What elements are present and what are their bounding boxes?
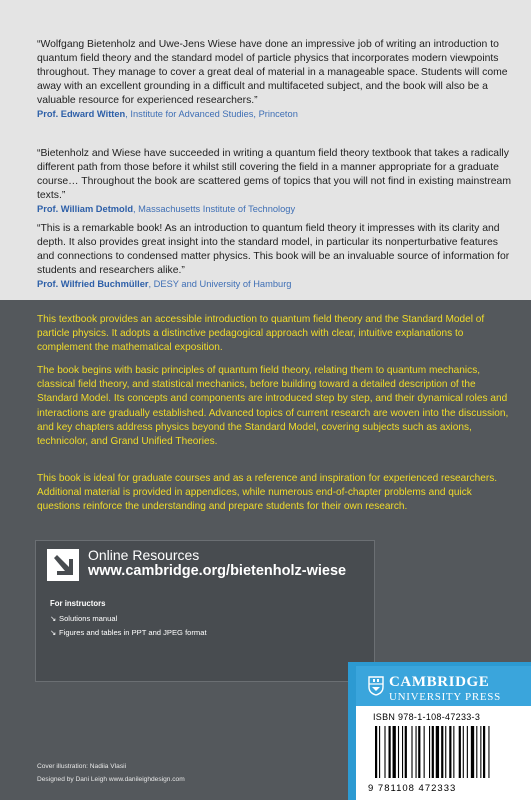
endorsements-panel: [0, 0, 531, 300]
resource-item: [50, 614, 117, 623]
quote-text: “This is a remarkable book! As an introduction to quantum field theory it impresses with its clarity and depth. It also provides great insight into the standard model, in particular its nonperturbative features and connections to condensed matter physics. This book will be an invaluable source of information for students and researchers alike.”: [37, 223, 510, 276]
endorser-name: Prof. William Detmold: [37, 204, 133, 214]
cambridge-logo: [356, 666, 531, 800]
endorsement-quote: [37, 222, 515, 291]
quote-attribution: [37, 278, 515, 291]
quote-attribution: [37, 203, 515, 216]
endorser-affiliation: , Institute for Advanced Studies, Princeton: [125, 109, 298, 119]
design-credit: Designed by Dani Leigh www.danileighdesign.com: [37, 776, 185, 783]
barcode-digits: 9 781108 472333: [368, 783, 457, 794]
online-resources-box: [35, 540, 375, 682]
endorser-name: Prof. Wilfried Buchmüller: [37, 279, 149, 289]
blurb-paragraph: This textbook provides an accessible introduction to quantum field theory and the Standard Model of particle physics. It adopts a distinctive pedagogical approach with clear, intuitive explanations to complement the mathematical exposition.: [37, 314, 485, 354]
endorsement-quote: [37, 38, 515, 121]
cover-illustration-credit: Cover illustration: Nadiia Vlasii: [37, 763, 127, 770]
online-resources-url[interactable]: www.cambridge.org/bietenholz-wiese: [88, 563, 347, 579]
endorser-name: Prof. Edward Witten: [37, 109, 126, 119]
resource-item-label: Solutions manual: [59, 614, 118, 623]
endorser-affiliation: , Massachusetts Institute of Technology: [133, 204, 296, 214]
blurb-paragraph: This book is ideal for graduate courses and as a reference and inspiration for experienced researchers. Additional material is provided in appendices, while numerous end-of-chapter problems and quick questions reinforce the understanding and prepare students for their own research.: [37, 473, 498, 513]
barcode-icon: [373, 726, 523, 778]
endorsement-quote: [37, 147, 515, 216]
endorser-affiliation: , DESY and University of Hamburg: [148, 279, 292, 289]
arrow-bullet-icon: ↘: [50, 614, 57, 623]
isbn-barcode-box: [356, 706, 531, 800]
arrow-down-right-icon: [47, 549, 79, 581]
resource-item: [50, 628, 207, 637]
publisher-name: CAMBRIDGE: [389, 674, 490, 690]
crest-icon: [368, 676, 384, 696]
publisher-block: [348, 662, 531, 800]
resource-item-label: Figures and tables in PPT and JPEG format: [59, 628, 207, 637]
arrow-bullet-icon: ↘: [50, 628, 57, 637]
blurb-paragraph: The book begins with basic principles of quantum field theory, relating them to quantum mechanics, classical field theory, and statistical mechanics, before building toward a detailed description of the Standard Model. Its concepts and components are introduced step by step, and their dynamical roles and interactions are gradually established. Advanced topics of current research are woven into the discussion, and key chapters address physics beyond the Standard Model, covering subjects such as axions, technicolor, and Grand Unified Theories.: [37, 365, 509, 448]
isbn-label: ISBN 978-1-108-47233-3: [373, 712, 481, 722]
publisher-press: UNIVERSITY PRESS: [389, 691, 501, 703]
instructors-label: For instructors: [50, 599, 106, 608]
quote-text: “Bietenholz and Wiese have succeeded in writing a quantum field theory textbook that takes a radically different path from those before it whilst still covering the field in a manner appropriate for a graduate course… Throughout the book are scattered gems of topics that you will not find in existing mainstream texts.”: [37, 148, 511, 201]
quote-text: “Wolfgang Bietenholz and Uwe-Jens Wiese have done an impressive job of writing an introduction to quantum field theory and the standard model of particle physics that incorporates modern viewpoints throughout. They manage to cover a great deal of material in a manageable space. Students will come away with an excellent grounding in a difficult and multifaceted subject, and the book will also be a valuable resource for experienced researchers.”: [37, 39, 508, 106]
quote-attribution: [37, 108, 515, 121]
online-resources-title: Online Resources: [88, 547, 200, 563]
